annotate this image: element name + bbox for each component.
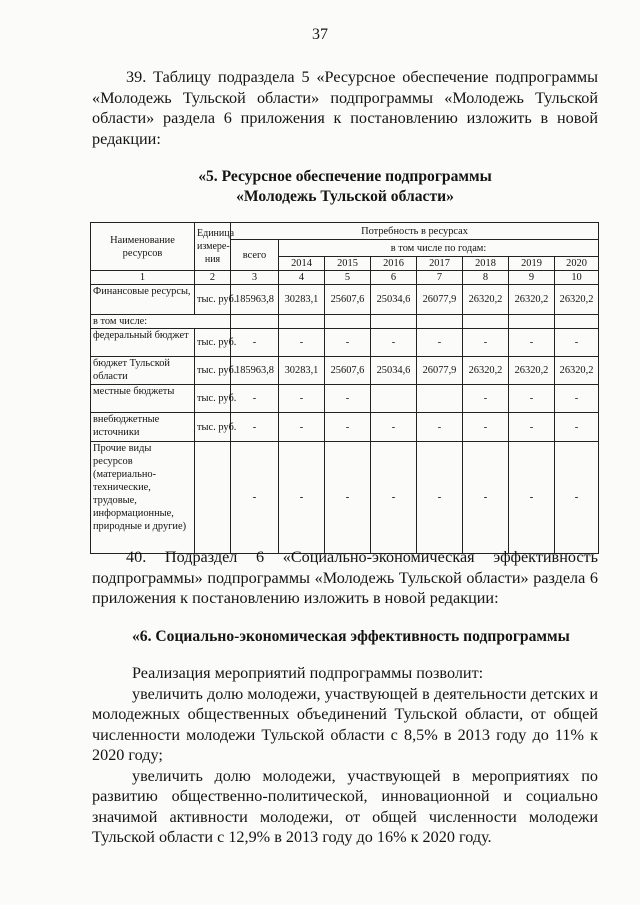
value-cell: - [231, 413, 279, 442]
value-cell: - [463, 442, 509, 554]
row-name: местные бюджеты [91, 385, 195, 413]
row-unit: тыс. руб. [195, 357, 231, 385]
value-cell: - [417, 329, 463, 357]
value-cell: 26320,2 [509, 285, 555, 315]
row-name: Финансовые ресурсы, [91, 285, 195, 315]
value-cell: - [555, 329, 599, 357]
value-cell: - [417, 442, 463, 554]
row-name: Прочие виды ресурсов (материально-технические, трудовые, информационные, природные и другие) [91, 442, 195, 554]
header-by-years: в том числе по годам: [279, 240, 599, 257]
section-6-title: «6. Социально-экономическая эффективность подпрограммы [132, 628, 570, 645]
value-cell: 30283,1 [279, 357, 325, 385]
value-cell: 30283,1 [279, 285, 325, 315]
value-cell: - [279, 329, 325, 357]
value-cell: 185963,8 [231, 285, 279, 315]
column-number: 6 [371, 271, 417, 285]
header-need: Потребность в ресурсах [231, 223, 599, 240]
header-year: 2015 [325, 257, 371, 271]
column-number: 9 [509, 271, 555, 285]
row-unit: тыс. руб. [195, 385, 231, 413]
value-cell: - [371, 413, 417, 442]
value-cell: 26320,2 [509, 357, 555, 385]
header-year: 2019 [509, 257, 555, 271]
value-cell: - [231, 329, 279, 357]
row-unit: тыс. руб. [195, 285, 231, 315]
value-cell: - [555, 413, 599, 442]
paragraph-39: 39. Таблицу подраздела 5 «Ресурсное обеспечение подпрограммы «Молодежь Тульской области» подпрограммы «Молодежь Тульской области» раздела 6 приложения к постановлению изложить в новой редакции: [92, 68, 598, 148]
value-cell: - [509, 442, 555, 554]
column-number: 7 [417, 271, 463, 285]
header-unit: Единица измере-ния [195, 223, 231, 271]
value-cell: 25607,6 [325, 357, 371, 385]
value-cell [371, 385, 417, 413]
value-cell: - [279, 413, 325, 442]
section-6-item-1: увеличить долю молодежи, участвующей в деятельности детских и молодежных общественных объединений Тульской области, от общей численности молодежи Тульской области с 8,5% в 2013 году до 11% к 2020 году; [92, 684, 598, 764]
row-unit: тыс. руб. [195, 413, 231, 442]
table-row [91, 285, 599, 315]
value-cell: 25607,6 [325, 285, 371, 315]
section-5-title [92, 167, 598, 207]
header-year: 2018 [463, 257, 509, 271]
table-row [91, 413, 599, 442]
value-cell: - [509, 385, 555, 413]
section-5-title-line-2: «Молодежь Тульской области» [236, 188, 454, 205]
value-cell: - [279, 442, 325, 554]
value-cell: 185963,8 [231, 357, 279, 385]
value-cell: 25034,6 [371, 357, 417, 385]
value-cell: 26320,2 [463, 285, 509, 315]
value-cell: - [371, 329, 417, 357]
section-6-body [92, 663, 598, 848]
value-cell: 26320,2 [463, 357, 509, 385]
page-number: 37 [312, 26, 328, 43]
row-unit: тыс. руб. [195, 329, 231, 357]
row-name: бюджет Тульской области [91, 357, 195, 385]
column-number: 2 [195, 271, 231, 285]
value-cell: - [509, 413, 555, 442]
header-resource-name: Наименование ресурсов [91, 223, 195, 271]
resources-table [90, 222, 599, 554]
value-cell: - [231, 385, 279, 413]
value-cell: - [463, 329, 509, 357]
value-cell: - [325, 329, 371, 357]
header-year: 2016 [371, 257, 417, 271]
column-number: 3 [231, 271, 279, 285]
value-cell: - [279, 385, 325, 413]
table-row [91, 329, 599, 357]
value-cell: - [325, 413, 371, 442]
table-row [91, 385, 599, 413]
value-cell [417, 385, 463, 413]
column-number: 8 [463, 271, 509, 285]
header-year: 2017 [417, 257, 463, 271]
header-year: 2020 [555, 257, 599, 271]
value-cell: 26077,9 [417, 285, 463, 315]
section-6-item-2: увеличить долю молодежи, участвующей в мероприятиях по развитию общественно-политической, инновационной и социально значимой активности молодежи, от общей численности молодежи Тульской области с 12,9% в 2013 году до 16% к 2020 году. [92, 766, 598, 846]
table-row [91, 315, 599, 329]
value-cell: 26320,2 [555, 285, 599, 315]
column-number: 10 [555, 271, 599, 285]
section-6-intro: Реализация мероприятий подпрограммы позволит: [132, 664, 484, 682]
value-cell: - [371, 442, 417, 554]
value-cell: - [555, 442, 599, 554]
row-name: в том числе: [91, 315, 231, 329]
value-cell: - [463, 385, 509, 413]
column-number: 1 [91, 271, 195, 285]
value-cell: 26320,2 [555, 357, 599, 385]
value-cell: - [325, 385, 371, 413]
table-row [91, 442, 599, 554]
table-row [91, 357, 599, 385]
value-cell: - [463, 413, 509, 442]
value-cell: 26077,9 [417, 357, 463, 385]
row-name: внебюджетные источники [91, 413, 195, 442]
column-number: 4 [279, 271, 325, 285]
value-cell: - [325, 442, 371, 554]
header-year: 2014 [279, 257, 325, 271]
paragraph-40: 40. Подраздел 6 «Социально-экономическая эффективность подпрограммы» подпрограммы «Молодежь Тульской области» раздела 6 приложения к постановлению изложить в новой редакции: [92, 548, 598, 607]
header-total: всего [231, 240, 279, 271]
value-cell: - [509, 329, 555, 357]
value-cell: - [555, 385, 599, 413]
value-cell: - [231, 442, 279, 554]
value-cell: 25034,6 [371, 285, 417, 315]
row-name: федеральный бюджет [91, 329, 195, 357]
row-unit [195, 442, 231, 554]
column-number: 5 [325, 271, 371, 285]
section-5-title-line-1: «5. Ресурсное обеспечение подпрограммы [198, 168, 492, 185]
value-cell: - [417, 413, 463, 442]
